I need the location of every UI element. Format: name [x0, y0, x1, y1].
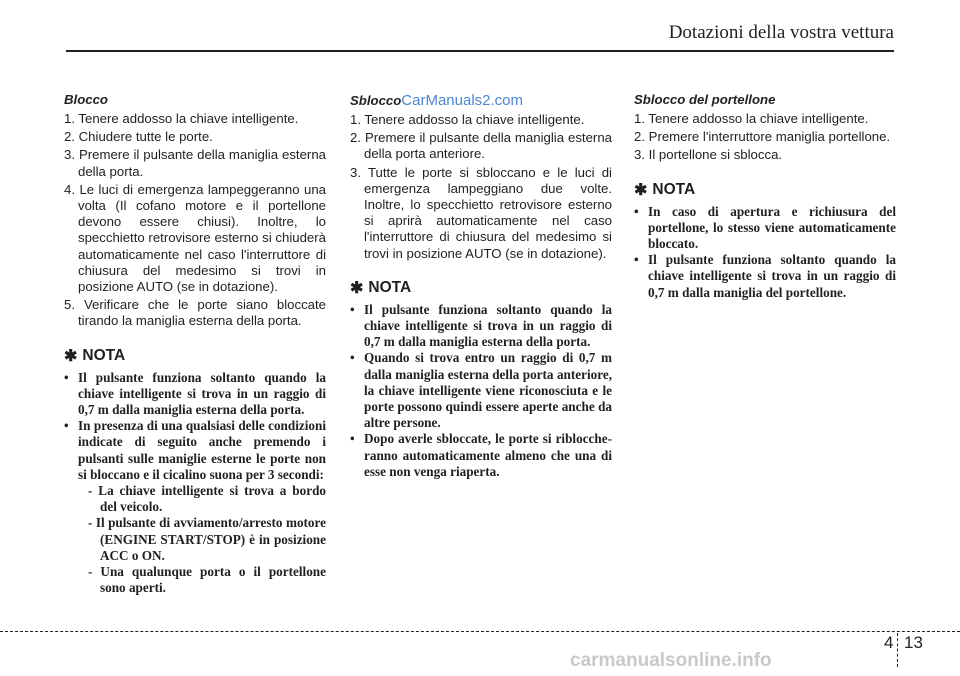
cross-icon: ✱: [350, 279, 364, 297]
note-item: [64, 370, 326, 419]
bullet-icon: •: [350, 350, 355, 366]
header-rule: [66, 50, 894, 52]
bullet-icon: •: [634, 252, 639, 268]
note-text: Il pulsante funziona soltanto quando la chiave intelligente si trova in un raggio di 0,7 m dalla maniglia del portellone.: [648, 252, 896, 300]
subnotes-list: [78, 483, 326, 596]
note-item: [350, 431, 612, 480]
note-item: [634, 204, 896, 253]
step-item: 4. Le luci di emergenza lampeggeranno una volta (Il cofano motore e il portellone devono essere chiusi). Inoltre, lo specchietto retrovisore esterno si chiuderà automaticamente nel caso l'interruttore di chiusura del medesimo si trovi in posizione AUTO (se in dotazione).: [64, 181, 326, 295]
nota-heading: [350, 278, 612, 298]
step-item: 1. Tenere addosso la chiave intelligente.: [634, 111, 869, 126]
nota-label: NOTA: [652, 180, 696, 198]
step-item: 1. Tenere addosso la chiave intelligente.: [350, 112, 585, 127]
step-item: 3. Il portellone si sblocca.: [634, 147, 783, 163]
column-sblocco: [350, 92, 612, 480]
step-item: 3. Premere il pulsante della maniglia esterna della porta.: [64, 147, 326, 179]
bullet-icon: •: [350, 431, 355, 447]
cross-icon: ✱: [64, 347, 78, 365]
chapter-number: 4: [884, 633, 894, 652]
step-item: 2. Premere l'interruttore maniglia portellone.: [634, 129, 891, 145]
bullet-icon: •: [350, 301, 355, 317]
bullet-icon: •: [634, 203, 639, 219]
notes-list: [64, 370, 326, 597]
note-item: [350, 302, 612, 351]
page-number: 13: [904, 633, 923, 652]
note-item: [350, 350, 612, 431]
column-sblocco-portellone: [634, 92, 896, 301]
nota-heading: [64, 346, 326, 366]
note-text: Dopo averle sbloccate, le porte si ribloccheranno automaticamente almeno che una di esse non venga riaperta.: [364, 431, 612, 479]
note-item: [64, 418, 326, 596]
note-text: Il pulsante funziona soltanto quando la chiave intelligente si trova in un raggio di 0,7 m dalla maniglia esterna della porta.: [364, 301, 612, 350]
step-item: 3. Tutte le porte si sbloccano e le luci di emergenza lampeggiano due volte. Inoltre, lo specchietto retrovisore esterno si aprirà automaticamente nel caso l'interruttore di chiusura del medesimo si trovi in posizione AUTO (se in dotazione).: [350, 164, 612, 261]
steps-list: [64, 111, 326, 330]
watermark-text: CarManuals2.com: [401, 92, 524, 109]
notes-list: [350, 302, 612, 480]
subnote-item: - Il pulsante di avviamento/arresto motore (ENGINE START/STOP) è in posizione ACC o ON.: [88, 515, 326, 563]
section-heading: Sblocco del portellone: [634, 92, 776, 107]
cross-icon: ✱: [634, 181, 648, 199]
steps-list: [350, 112, 612, 262]
step-item: 1. Tenere addosso la chiave intelligente.: [64, 111, 299, 126]
note-text: In presenza di una qualsiasi delle condizioni indicate di seguito anche premendo i pulsanti sulle maniglie esterne le porte non si bloccano e il cicalino suona per 3 secondi:: [78, 418, 326, 482]
step-item: 5. Verificare che le porte siano bloccate tirando la maniglia esterna della porta.: [64, 297, 326, 329]
section-heading: Sblocco: [350, 93, 402, 108]
section-heading: Blocco: [64, 92, 108, 107]
subnote-item: - La chiave intelligente si trova a bordo del veicolo.: [88, 483, 326, 515]
notes-list: [634, 204, 896, 301]
bullet-icon: •: [64, 418, 69, 434]
footer-rule: [0, 631, 960, 632]
column-blocco: [64, 92, 326, 596]
nota-heading: [634, 180, 896, 200]
step-item: 2. Chiudere tutte le porte.: [64, 129, 213, 145]
nota-label: NOTA: [368, 278, 412, 296]
bullet-icon: •: [64, 369, 69, 385]
footer-watermark: carmanualsonline.info: [570, 650, 772, 671]
subnote-item: - Una qualunque porta o il portellone sono aperti.: [88, 564, 326, 596]
note-text: In caso di apertura e richiusura del portellone, lo stesso viene automaticamente bloccato.: [648, 203, 896, 252]
header-title: Dotazioni della vostra vettura: [668, 22, 894, 43]
steps-list: [634, 111, 896, 164]
note-text: Il pulsante funziona soltanto quando la chiave intelligente si trova in un raggio di 0,7 m dalla maniglia esterna della porta.: [78, 369, 326, 418]
step-item: 2. Premere il pulsante della maniglia esterna della porta anteriore.: [350, 130, 612, 162]
note-item: [634, 252, 896, 301]
section-heading-row: [350, 92, 612, 109]
page-separator: [897, 633, 898, 667]
note-text: Quando si trova entro un raggio di 0,7 m dalla maniglia esterna della porta anteriore, la chiave intelligente viene riconosciuta e le porte possono quindi essere aperte anche da altre persone.: [364, 350, 612, 431]
nota-label: NOTA: [82, 346, 126, 364]
